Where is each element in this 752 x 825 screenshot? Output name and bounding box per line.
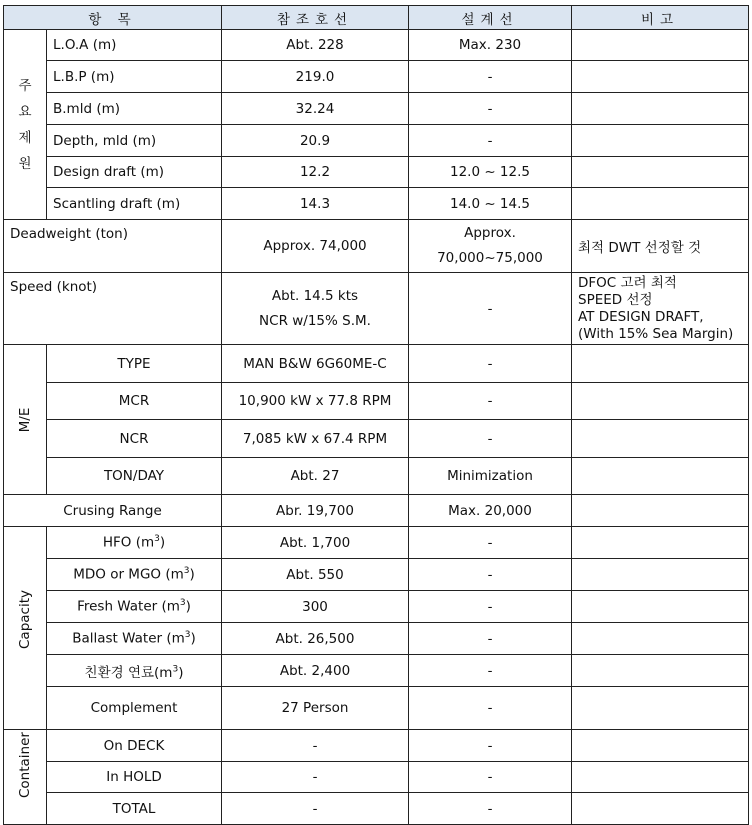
- design-value: -: [409, 559, 572, 591]
- deadweight-label: Deadweight (ton): [4, 220, 222, 273]
- design-value: -: [409, 793, 572, 825]
- header-item: 항 목: [4, 6, 222, 30]
- reference-value: Abt. 1,700: [222, 527, 409, 559]
- cruising-range-label: Crusing Range: [4, 495, 222, 527]
- remark-cell: [572, 655, 749, 687]
- row-label: MDO or MGO $(m^3)$: [47, 559, 222, 591]
- row-label: On DECK: [47, 730, 222, 762]
- main-engine-group-label: M/E: [4, 345, 47, 495]
- speed-remark: DFOC 고려 최적 SPEED 선정 AT DESIGN DRAFT, (With 15% Sea Margin): [572, 273, 749, 345]
- remark-cell: [572, 591, 749, 623]
- reference-value: 219.0: [222, 61, 409, 93]
- design-value: -: [409, 730, 572, 762]
- design-value: 12.0 ~ 12.5: [409, 157, 572, 188]
- deadweight-design: Approx. 70,000~75,000: [409, 220, 572, 273]
- table-row: [4, 687, 749, 730]
- reference-value: 12.2: [222, 157, 409, 188]
- table-row: [4, 591, 749, 623]
- remark-cell: [572, 762, 749, 793]
- design-value: -: [409, 420, 572, 458]
- table-row: [4, 383, 749, 420]
- row-label: MCR: [47, 383, 222, 420]
- row-label: NCR: [47, 420, 222, 458]
- design-value: -: [409, 623, 572, 655]
- reference-value: 14.3: [222, 188, 409, 220]
- design-value: 14.0 ~ 14.5: [409, 188, 572, 220]
- deadweight-reference: Approx. 74,000: [222, 220, 409, 273]
- remark-cell: [572, 458, 749, 495]
- table-row-speed: [4, 273, 749, 345]
- reference-value: -: [222, 730, 409, 762]
- table-row: [4, 762, 749, 793]
- reference-value: 27 Person: [222, 687, 409, 730]
- reference-value: 20.9: [222, 125, 409, 157]
- design-value: -: [409, 591, 572, 623]
- remark-cell: [572, 687, 749, 730]
- header-remark: 비고: [572, 6, 749, 30]
- header-row: [4, 6, 749, 30]
- remark-cell: [572, 420, 749, 458]
- design-value: Minimization: [409, 458, 572, 495]
- design-value: -: [409, 655, 572, 687]
- table-row: [4, 125, 749, 157]
- reference-value: -: [222, 793, 409, 825]
- deadweight-remark: 최적 DWT 선정할 것: [572, 220, 749, 273]
- row-label: TOTAL: [47, 793, 222, 825]
- row-label: Ballast Water $(m^3)$: [47, 623, 222, 655]
- reference-value: Abt. 2,400: [222, 655, 409, 687]
- table-row: [4, 30, 749, 61]
- remark-cell: [572, 623, 749, 655]
- remark-cell: [572, 61, 749, 93]
- header-reference: 참조호선: [222, 6, 409, 30]
- design-value: -: [409, 687, 572, 730]
- design-value: -: [409, 527, 572, 559]
- reference-value: Abt. 26,500: [222, 623, 409, 655]
- row-label: B.mld (m): [47, 93, 222, 125]
- row-label: Design draft (m): [47, 157, 222, 188]
- header-design: 설계선: [409, 6, 572, 30]
- table-row: [4, 793, 749, 825]
- row-label: Fresh Water $(m^3)$: [47, 591, 222, 623]
- table-row: [4, 458, 749, 495]
- reference-value: Abt. 27: [222, 458, 409, 495]
- design-value: -: [409, 125, 572, 157]
- ship-spec-table: [3, 5, 749, 825]
- reference-value: Abt. 550: [222, 559, 409, 591]
- container-group-label: Container: [4, 730, 47, 825]
- cruising-range-reference: Abr. 19,700: [222, 495, 409, 527]
- remark-cell: [572, 527, 749, 559]
- design-value: -: [409, 61, 572, 93]
- remark-cell: [572, 559, 749, 591]
- reference-value: 10,900 kW x 77.8 RPM: [222, 383, 409, 420]
- row-label: HFO $(m^3)$: [47, 527, 222, 559]
- reference-value: -: [222, 762, 409, 793]
- design-value: Max. 230: [409, 30, 572, 61]
- reference-value: 7,085 kW x 67.4 RPM: [222, 420, 409, 458]
- table-row-deadweight: [4, 220, 749, 273]
- table-row: [4, 345, 749, 383]
- table-row: [4, 730, 749, 762]
- table-row: [4, 527, 749, 559]
- reference-value: MAN B&W 6G60ME-C: [222, 345, 409, 383]
- row-label: Depth, mld (m): [47, 125, 222, 157]
- table-row-cruising-range: [4, 495, 749, 527]
- speed-label: Speed (knot): [4, 273, 222, 345]
- cruising-range-remark: [572, 495, 749, 527]
- reference-value: Abt. 228: [222, 30, 409, 61]
- cruising-range-design: Max. 20,000: [409, 495, 572, 527]
- row-label: TYPE: [47, 345, 222, 383]
- remark-cell: [572, 125, 749, 157]
- row-label: TON/DAY: [47, 458, 222, 495]
- design-value: -: [409, 383, 572, 420]
- remark-cell: [572, 793, 749, 825]
- remark-cell: [572, 157, 749, 188]
- row-label: L.O.A (m): [47, 30, 222, 61]
- remark-cell: [572, 730, 749, 762]
- remark-cell: [572, 383, 749, 420]
- reference-value: 32.24: [222, 93, 409, 125]
- design-value: -: [409, 93, 572, 125]
- capacity-group-label: Capacity: [4, 527, 47, 730]
- design-value: -: [409, 345, 572, 383]
- row-label: 친환경 연료$(m^3)$: [47, 655, 222, 687]
- speed-design: -: [409, 273, 572, 345]
- table-row: [4, 420, 749, 458]
- design-value: -: [409, 762, 572, 793]
- remark-cell: [572, 93, 749, 125]
- table-row: [4, 61, 749, 93]
- speed-reference: Abt. 14.5 kts NCR w/15% S.M.: [222, 273, 409, 345]
- reference-value: 300: [222, 591, 409, 623]
- row-label: Complement: [47, 687, 222, 730]
- table-row: [4, 559, 749, 591]
- row-label: L.B.P (m): [47, 61, 222, 93]
- row-label: Scantling draft (m): [47, 188, 222, 220]
- table-row: [4, 157, 749, 188]
- table-row: [4, 93, 749, 125]
- remark-cell: [572, 30, 749, 61]
- table-row: [4, 623, 749, 655]
- remark-cell: [572, 345, 749, 383]
- table-row: [4, 655, 749, 687]
- remark-cell: [572, 188, 749, 220]
- main-particulars-group-label: 주 요 제 원: [4, 30, 47, 220]
- table-row: [4, 188, 749, 220]
- row-label: In HOLD: [47, 762, 222, 793]
